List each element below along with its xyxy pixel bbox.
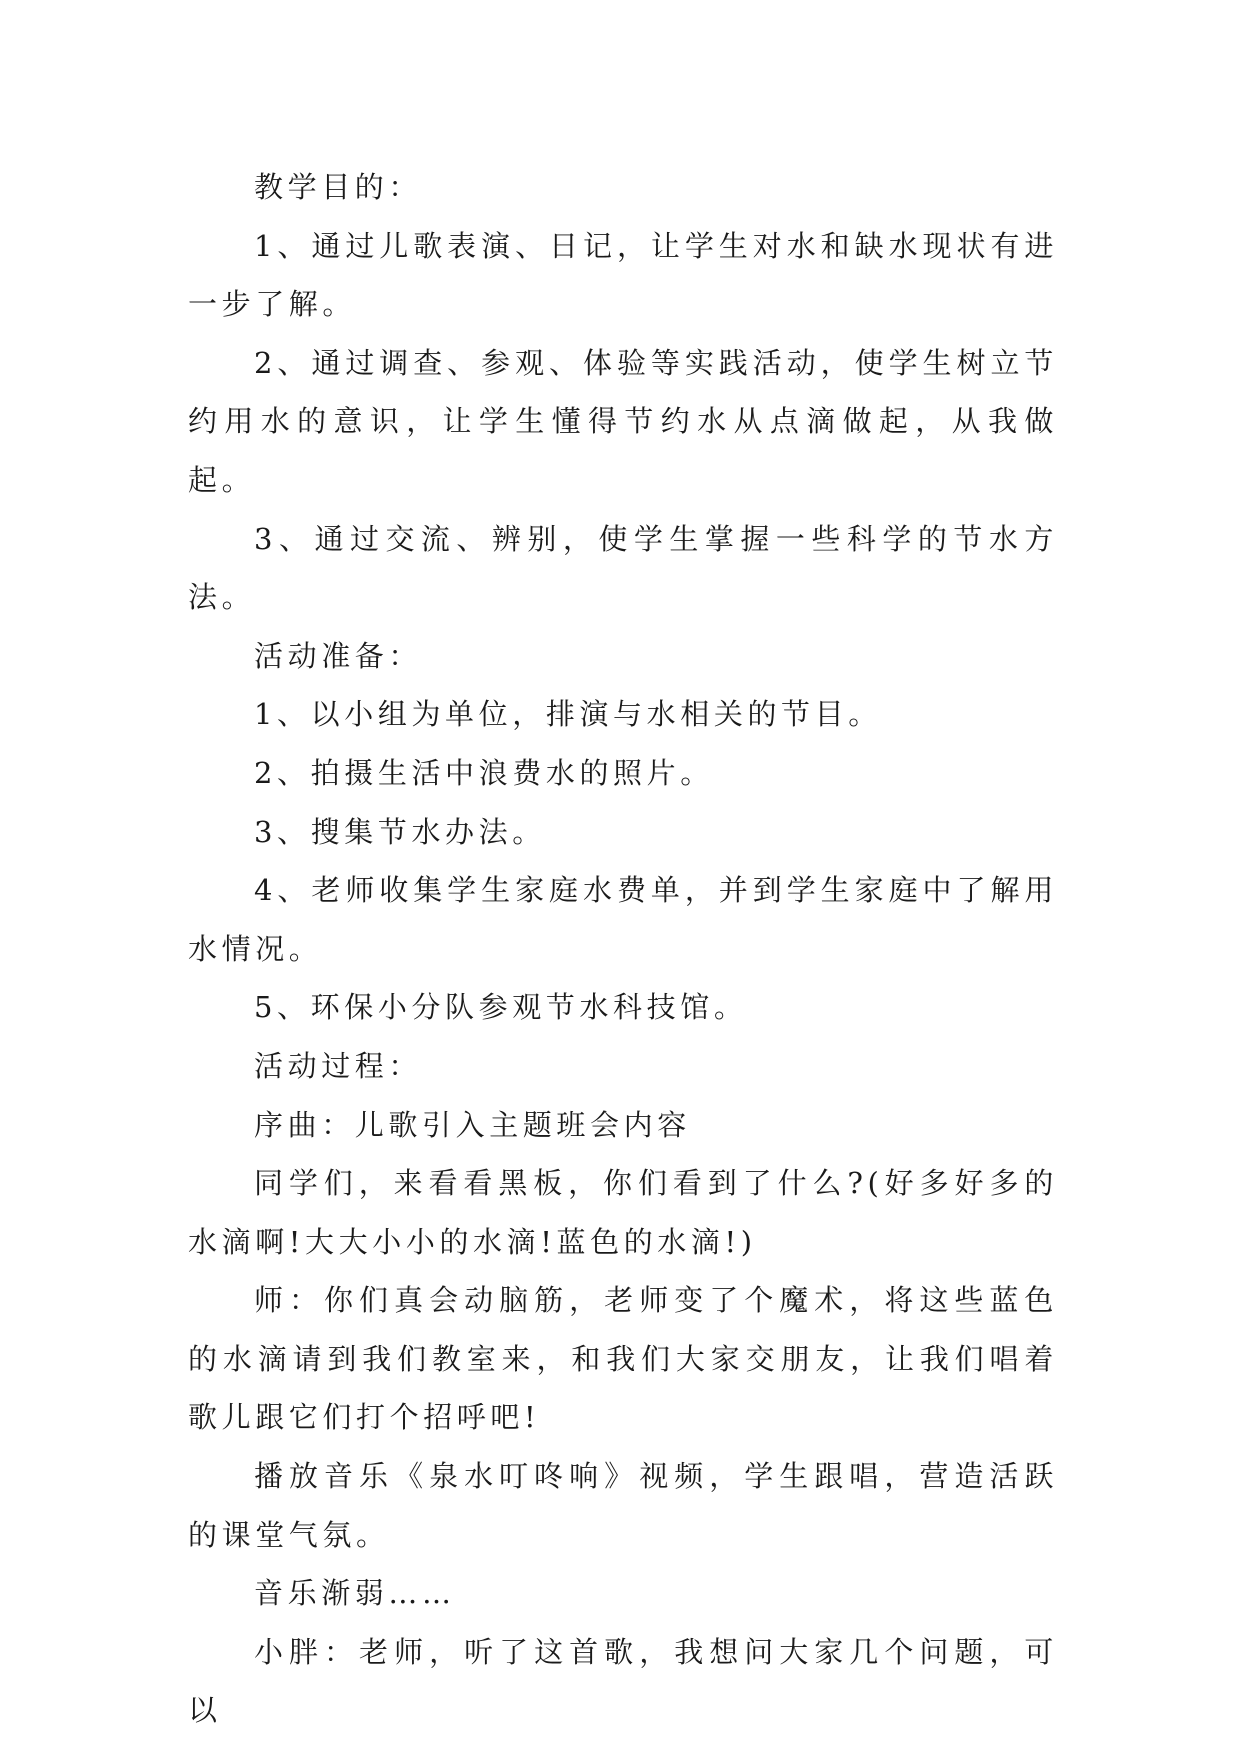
prep-item-4: 4、老师收集学生家庭水费单，并到学生家庭中了解用水情况。 xyxy=(188,873,1058,966)
goal-item-2: 2、通过调查、参观、体验等实践活动，使学生树立节约用水的意识，让学生懂得节约水从点滴做起，从我做起。 xyxy=(188,345,1058,497)
heading-activity-process: 活动过程： xyxy=(254,1048,423,1083)
process-paragraph: 师：你们真会动脑筋，老师变了个魔术，将这些蓝色的水滴请到我们教室来，和我们大家交朋友，让我们唱着歌儿跟它们打个招呼吧! xyxy=(188,1283,1058,1435)
goal-item-3: 3、通过交流、辨别，使学生掌握一些科学的节水方法。 xyxy=(188,521,1058,615)
prep-item-2: 2、拍摄生活中浪费水的照片。 xyxy=(254,755,714,790)
prep-item-5: 5、环保小分队参观节水科技馆。 xyxy=(254,990,748,1025)
process-paragraph: 小胖：老师，听了这首歌，我想问大家几个问题，可以 xyxy=(188,1634,1058,1728)
goal-item-1: 1、通过儿歌表演、日记，让学生对水和缺水现状有进一步了解。 xyxy=(188,228,1058,322)
process-paragraph: 播放音乐《泉水叮咚响》视频，学生跟唱，营造活跃的课堂气氛。 xyxy=(188,1459,1058,1552)
heading-teaching-goals: 教学目的： xyxy=(254,170,423,204)
process-paragraph: 音乐渐弱…… xyxy=(254,1576,456,1611)
process-prelude: 序曲：儿歌引入主题班会内容 xyxy=(254,1107,691,1142)
prep-item-1: 1、以小组为单位，排演与水相关的节目。 xyxy=(254,697,882,732)
prep-item-3: 3、搜集节水办法。 xyxy=(254,814,546,849)
document-body xyxy=(188,158,1058,1740)
heading-activity-preparation: 活动准备： xyxy=(254,638,423,673)
process-paragraph: 同学们，来看看黑板，你们看到了什么?(好多好多的水滴啊!大大小小的水滴!蓝色的水滴!) xyxy=(188,1166,1058,1259)
